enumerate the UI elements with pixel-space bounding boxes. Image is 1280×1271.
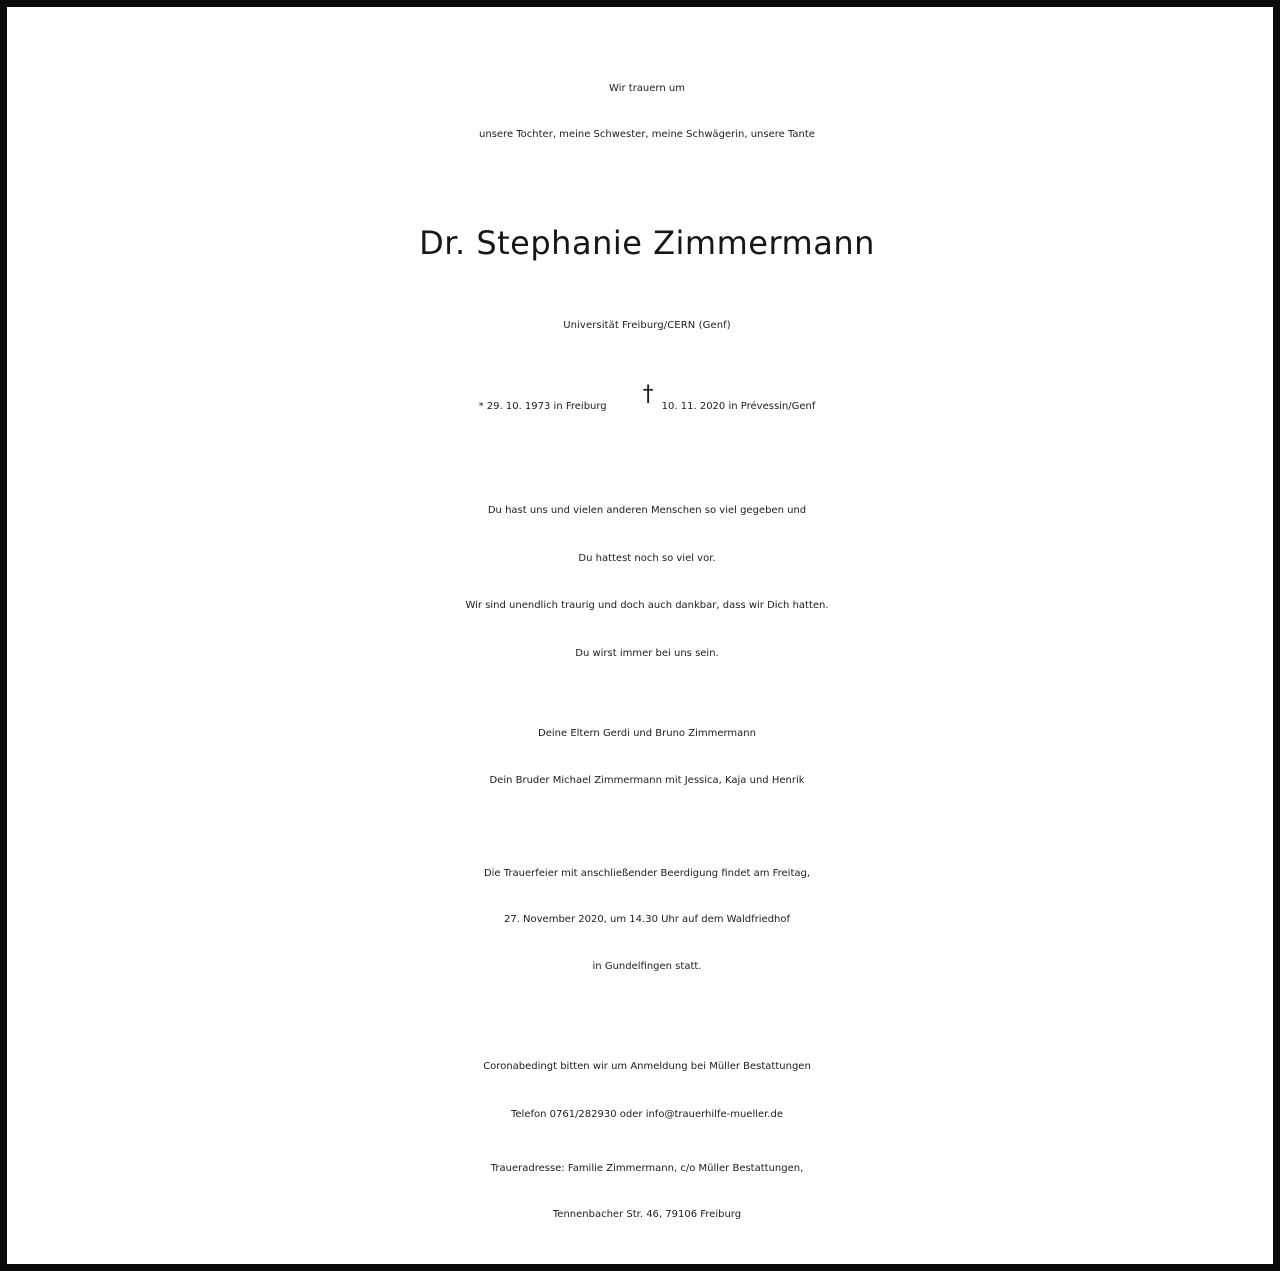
deceased-name: Dr. Stephanie Zimmermann bbox=[419, 224, 875, 262]
family-line: Deine Eltern Gerdi und Bruno Zimmermann bbox=[538, 728, 756, 739]
service-line: 27. November 2020, um 14.30 Uhr auf dem Waldfriedhof bbox=[503, 914, 791, 925]
affiliation: Universität Freiburg/CERN (Genf) bbox=[563, 320, 731, 331]
verse-line: Du hattest noch so viel vor. bbox=[578, 553, 716, 564]
registration-line: Coronabedingt bitten wir um Anmeldung bei Müller Bestattungen bbox=[483, 1061, 811, 1072]
service-line: Die Trauerfeier mit anschließender Beerdigung findet am Freitag, bbox=[483, 868, 811, 879]
service-line: in Gundelfingen statt. bbox=[592, 961, 702, 972]
intro-line-1: Wir trauern um bbox=[609, 83, 685, 94]
contact-line: Telefon 0761/282930 oder info@trauerhilfe-mueller.de bbox=[510, 1109, 784, 1120]
verse-line: Wir sind unendlich traurig und doch auch dankbar, dass wir Dich hatten. bbox=[465, 600, 829, 611]
verse-line: Du hast uns und vielen anderen Menschen so viel gegeben und bbox=[487, 505, 807, 516]
verse-line: Du wirst immer bei uns sein. bbox=[575, 648, 719, 659]
intro-line-2: unsere Tochter, meine Schwester, meine Schwägerin, unsere Tante bbox=[479, 129, 815, 140]
death-date: 10. 11. 2020 in Prévessin/Genf bbox=[661, 401, 816, 412]
address-line: Traueradresse: Familie Zimmermann, c/o Müller Bestattungen, bbox=[490, 1163, 804, 1174]
life-dates bbox=[7, 384, 1280, 412]
family-line: Dein Bruder Michael Zimmermann mit Jessica, Kaja und Henrik bbox=[489, 775, 805, 786]
birth-date: * 29. 10. 1973 in Freiburg bbox=[478, 401, 607, 412]
cross-symbol: † bbox=[642, 382, 654, 407]
address-line: Tennenbacher Str. 46, 79106 Freiburg bbox=[552, 1209, 742, 1220]
